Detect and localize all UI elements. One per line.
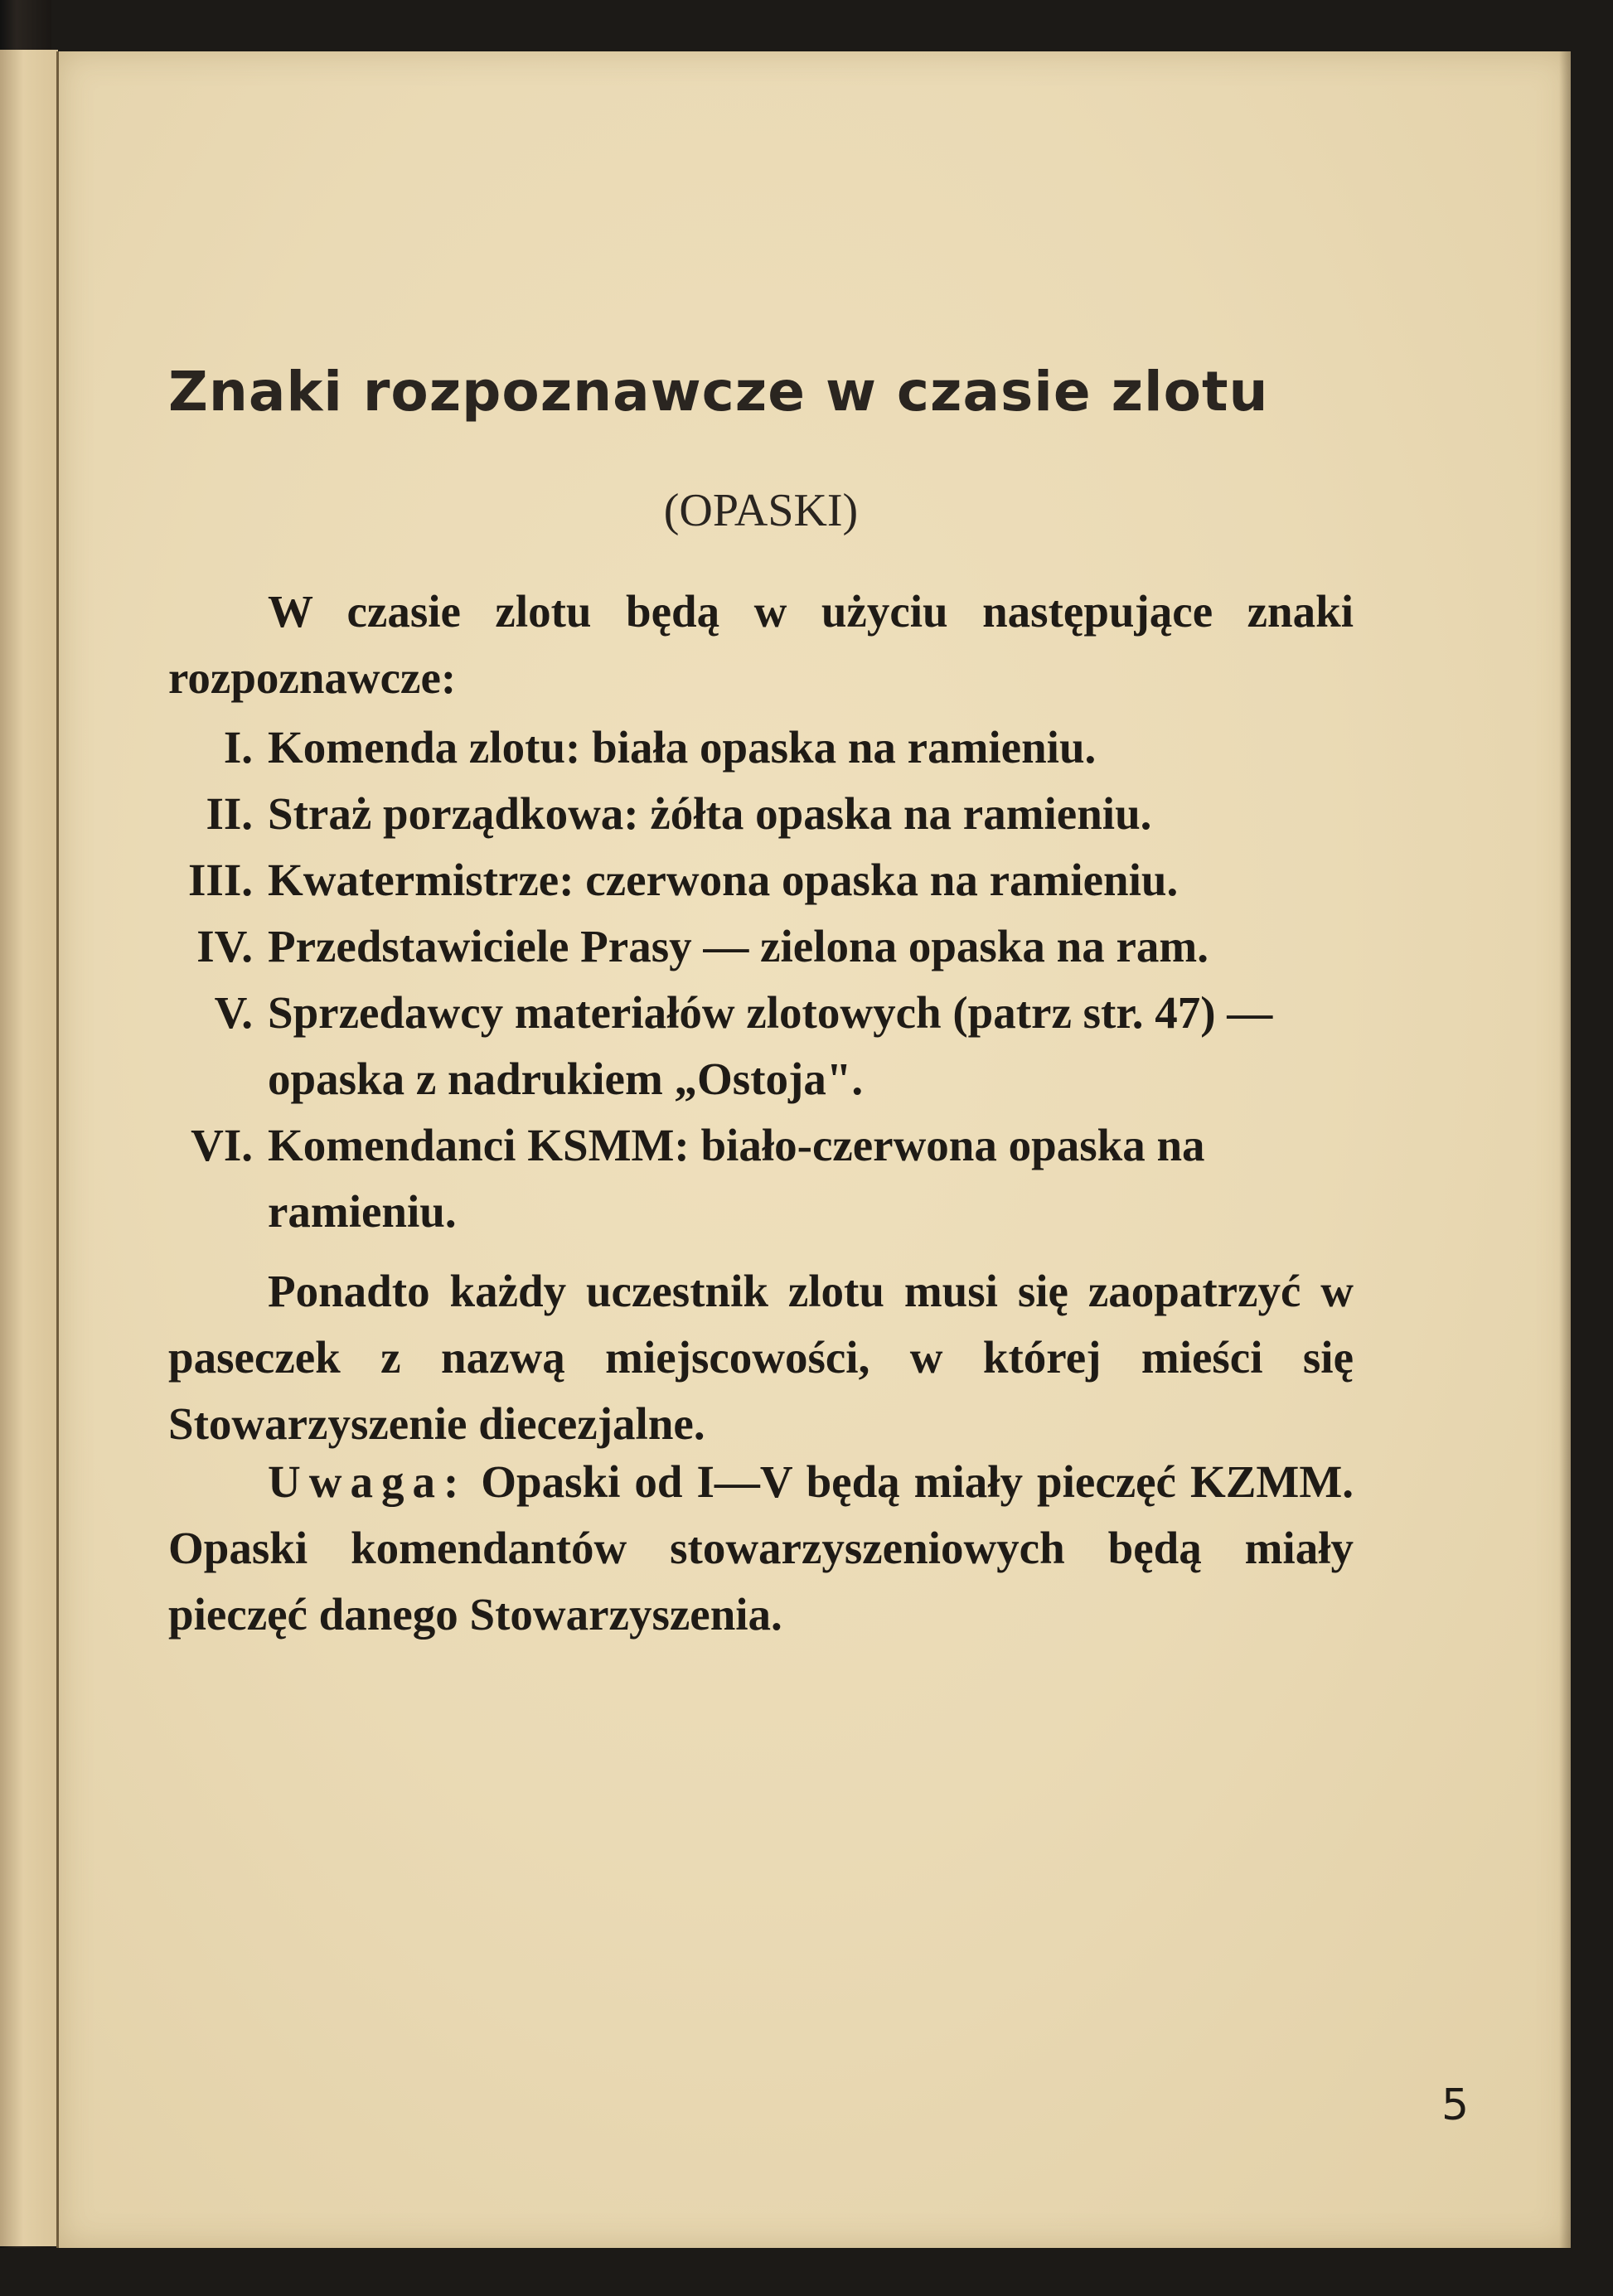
uwaga-label: Uwaga: (268, 1456, 467, 1507)
page-title: Znaki rozpoznawcze w czasie zlotu (168, 360, 1269, 424)
page-number: 5 (1441, 2080, 1470, 2130)
list-item (168, 714, 1354, 781)
list-item (168, 781, 1354, 847)
list-item (168, 980, 1354, 1112)
scan-background-right (1568, 0, 1613, 2296)
uwaga-paragraph (168, 1449, 1354, 1648)
list-item-text: Przedstawiciele Prasy — zielona opaska na ram. (268, 921, 1209, 971)
list-item-text: Kwatermistrze: czerwona opaska na ramieniu. (268, 855, 1179, 905)
book-page (56, 51, 1571, 2248)
previous-page-edge (0, 50, 58, 2246)
ponadto-paragraph: Ponadto każdy uczestnik zlotu musi się zaopatrzyć w paseczek z nazwą miejscowości, w której mieści się Stowarzyszenie diecezjalne. (168, 1266, 1354, 1449)
scan-background-bottom (0, 2248, 1613, 2296)
list-item-number: IV. (196, 921, 253, 971)
intro-paragraph: W czasie zlotu będą w użyciu następujące znaki rozpoznawcze: (168, 586, 1354, 703)
list-item-text: Komendanci KSMM: biało-czerwona opaska na ramieniu. (268, 1120, 1205, 1237)
armband-list (168, 714, 1354, 1245)
list-item (168, 913, 1354, 980)
list-item-number: III. (188, 855, 253, 905)
page-subtitle: (OPASKI) (663, 485, 859, 536)
page-edge-shadow (1559, 51, 1571, 2248)
scan-background-top (0, 0, 1613, 51)
list-item (168, 847, 1354, 913)
list-item-number: VI. (191, 1120, 253, 1170)
list-item-number: II. (206, 788, 253, 839)
list-item-number: I. (223, 722, 253, 773)
uwaga-text: Opaski od I—V będą miały pieczęć KZMM. Opaski komendantów stowarzyszeniowych będą miały pieczęć danego Stowarzyszenia. (168, 1456, 1354, 1640)
list-item-text: Sprzedawcy materiałów zlotowych (patrz str. 47) — opaska z nadrukiem „Ostoja". (268, 987, 1273, 1104)
list-item-text: Komenda zlotu: biała opaska na ramieniu. (268, 722, 1097, 773)
list-item-number: V. (214, 987, 253, 1038)
list-item-text: Straż porządkowa: żółta opaska na ramieniu. (268, 788, 1152, 839)
list-item (168, 1112, 1354, 1245)
